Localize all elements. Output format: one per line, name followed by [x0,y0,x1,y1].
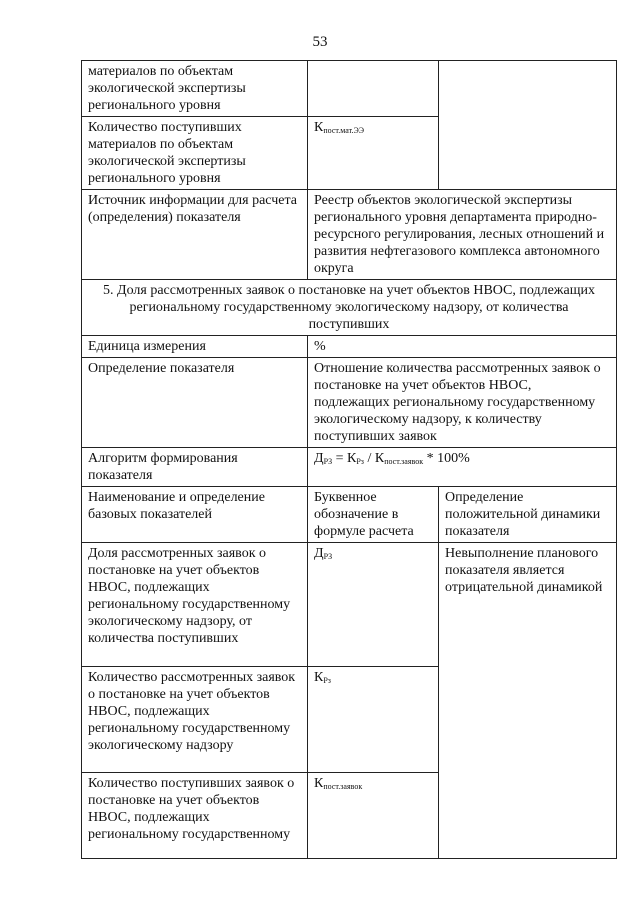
cell-definition-value: Отношение количества рассмотренных заявок о постановке на учет объектов НВОС, подлежащих региональному государственному экологическому надзору, к количеству поступивших заявок [308,358,617,448]
cell-dynamics-value: Невыполнение планового показателя является отрицательной динамикой [439,543,617,859]
cell-received-label: Количество поступивших заявок о постановке на учет объектов НВОС, подлежащих региональному государственному [82,773,308,859]
table-row [82,543,617,667]
cell-unit-value: % [308,336,617,358]
cell-symbol: $Д_{РЗ}$ [308,543,439,667]
cell-empty [308,61,439,117]
table-row [82,448,617,487]
table-row [82,280,617,336]
cell-materials-continuation: материалов по объектам экологической экспертизы регионального уровня [82,61,308,117]
cell-empty [439,61,617,190]
table-row [82,487,617,543]
cell-symbol: $К_{пост.мат.ЭЭ}$ [308,117,439,190]
header-letter-designation: Буквенное обозначение в формуле расчета [308,487,439,543]
cell-formula: $Д_{РЗ} = К_{Рз} / К_{пост.заявок} * 100\%$ [308,448,617,487]
table-row [82,336,617,358]
indicator-table [81,60,617,859]
header-base-indicators: Наименование и определение базовых показателей [82,487,308,543]
cell-algorithm-label: Алгоритм формирования показателя [82,448,308,487]
cell-reviewed-label: Количество рассмотренных заявок о постановке на учет объектов НВОС, подлежащих региональному государственному экологическому надзору [82,667,308,773]
cell-source-label: Источник информации для расчета (определения) показателя [82,190,308,280]
table-row [82,190,617,280]
cell-definition-label: Определение показателя [82,358,308,448]
cell-symbol: $К_{пост.заявок}$ [308,773,439,859]
page-number: 53 [312,34,328,50]
cell-share-label: Доля рассмотренных заявок о постановке на учет объектов НВОС, подлежащих региональному государственному экологическому надзору, от количества поступивших [82,543,308,667]
cell-source-value: Реестр объектов экологической экспертизы регионального уровня департамента природно-ресурсного регулирования, лесных отношений и развития нефтегазового комплекса автономного округа [308,190,617,280]
cell-received-materials-label: Количество поступивших материалов по объектам экологической экспертизы регионального уровня [82,117,308,190]
table-row [82,61,617,117]
section-title: 5. Доля рассмотренных заявок о постановке на учет объектов НВОС, подлежащих региональному государственному экологическому надзору, от количества поступивших [82,280,617,336]
table-row [82,358,617,448]
cell-unit-label: Единица измерения [82,336,308,358]
header-positive-dynamics: Определение положительной динамики показателя [439,487,617,543]
cell-symbol: $К_{Рз}$ [308,667,439,773]
